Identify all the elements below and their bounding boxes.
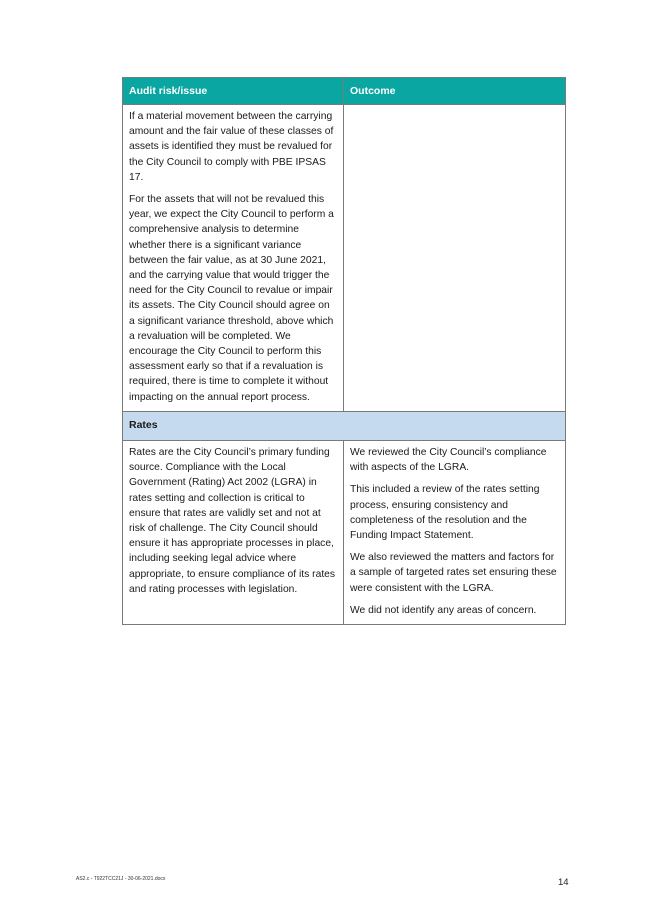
page-number: 14: [558, 877, 569, 888]
section-title: Rates: [123, 411, 566, 440]
risk-paragraph: Rates are the City Council’s primary funding source. Compliance with the Local Government (Rating) Act 2002 (LGRA) in rates setting and collection is critical to ensure that rates are validly set and not at risk of challenge. The City Council should ensure it has appropriate processes in place, including seeking legal advice where appropriate, to ensure compliance of its rates and rating processes with legislation.: [129, 447, 336, 595]
column-header-audit-risk: Audit risk/issue: [123, 78, 344, 105]
outcome-paragraph: We did not identify any areas of concern.: [350, 604, 537, 616]
risk-paragraph: If a material movement between the carrying amount and the fair value of these classes of assets is identified they must be revalued for the City Council to comply with PBE IPSAS 17.: [129, 111, 334, 183]
outcome-cell: [344, 105, 566, 412]
column-header-outcome: Outcome: [344, 78, 566, 105]
outcome-cell: [344, 441, 566, 625]
table-row: [123, 105, 566, 412]
section-row-rates: [123, 411, 566, 440]
audit-risk-table: [122, 77, 566, 625]
outcome-paragraph: This included a review of the rates setting process, ensuring consistency and completeness of the resolution and the Funding Impact Statement.: [350, 484, 540, 542]
table-header-row: [123, 78, 566, 105]
table-row: [123, 441, 566, 625]
document-reference: AS2.c - T922TCC21J - 30-06-2021.docx: [76, 876, 166, 882]
risk-cell: [123, 441, 344, 625]
risk-paragraph: For the assets that will not be revalued this year, we expect the City Council to perform a comprehensive analysis to determine whether there is a significant variance between the fair value, as at 30 June 2021, and the carrying value that would trigger the need for the City Council to revalue or impair its assets. The City Council should agree on a significant variance threshold, above which a revaluation will be completed. We encourage the City Council to perform this assessment early so that if a revaluation is required, there is time to complete it without impacting on the annual report process.: [129, 194, 334, 403]
risk-cell: [123, 105, 344, 412]
outcome-paragraph: We also reviewed the matters and factors for a sample of targeted rates set ensuring these were consistent with the LGRA.: [350, 552, 557, 594]
outcome-paragraph: We reviewed the City Council’s compliance with aspects of the LGRA.: [350, 447, 547, 474]
